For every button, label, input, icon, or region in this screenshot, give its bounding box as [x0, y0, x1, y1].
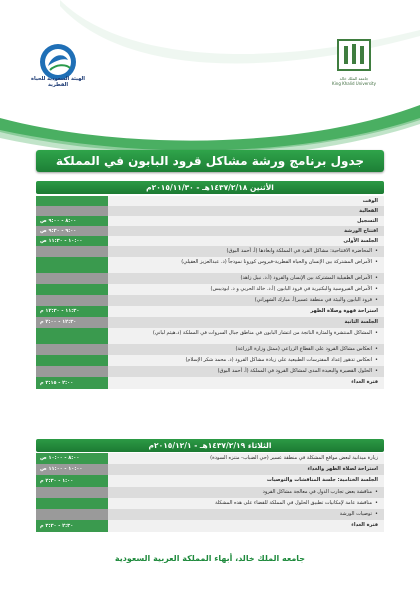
activity-text: • الأمراض الطفيلية المشتركة بين الإنسان والقرود (أ.د. نبيل زاهد)	[112, 275, 384, 281]
activity-text: الجلسة الختامية: جلسة المناقشات والتوصيات	[266, 476, 378, 483]
schedule-row	[36, 453, 384, 464]
activity-text: التسجيل	[357, 217, 378, 224]
schedule-row	[36, 377, 384, 389]
schedule-row	[36, 257, 384, 273]
time-cell	[36, 328, 108, 344]
activity-text: الجلسة الأولى	[343, 237, 378, 244]
activity-text: • الحلول القصيرة والبعيدة المدى لمشاكل القرود في المملكة (أ. أحمد البوق)	[112, 368, 384, 374]
schedule-row	[36, 295, 384, 306]
time-cell	[36, 487, 108, 498]
schedule-row	[36, 509, 384, 520]
activity-text: • توصيات الورشة	[112, 511, 384, 517]
time-cell	[36, 284, 108, 295]
time-cell	[36, 344, 108, 355]
activity-text: الفعالية	[359, 207, 378, 214]
time-cell: ٢:٣٠ - ٣:٣٠ م	[36, 520, 108, 532]
saudi-wildlife-logo-text: الهيئة السعودية للحياة الفطرية	[31, 76, 85, 88]
schedule-row	[36, 226, 384, 236]
schedule-row	[36, 206, 384, 216]
activity-text: • المحاضرة الافتتاحية: مشاكل القرد في المملكة وابعادها (أ. أحمد البوق)	[112, 248, 384, 254]
schedule-row	[36, 355, 384, 366]
activity-text: الجلسة الثانية	[344, 318, 378, 325]
time-cell: ١:٠٠ - ٢:٣٠ م	[36, 475, 108, 487]
activity-text: • قرود البابون والبيئة في منطقة عسير(أ. مبارك الشهراني)	[112, 297, 384, 303]
time-cell: ٨:٠٠ - ١٠:٠٠ ص	[36, 453, 108, 464]
king-khalid-university-text-ar: جامعة الملك خالد	[339, 76, 369, 81]
schedule-row	[36, 487, 384, 498]
activity-text: • انعكاس تدهور إعداد المفترسات الطبيعية على زيادة مشاكل القرود (د. محمد شكر الإسلام)	[112, 357, 384, 363]
schedule-row	[36, 306, 384, 317]
time-cell: ١٠:٠٠ - ١١:٣٠ ص	[36, 236, 108, 246]
time-cell	[36, 366, 108, 377]
footer-location: جامعه الملك خالد، أبهاء المملكة العربية السعودية	[114, 554, 306, 563]
schedule-row	[36, 328, 384, 344]
schedule-row	[36, 236, 384, 246]
title-banner	[36, 150, 384, 172]
schedule-row	[36, 246, 384, 257]
schedule-row	[36, 498, 384, 509]
schedule-row	[36, 344, 384, 355]
activity-text: افتتاح الورشة	[344, 227, 378, 234]
schedule-row	[36, 464, 384, 475]
activity-text: الوقت	[362, 197, 378, 204]
activity-text: • المشاكل المنتشرة والمثارة الناتجة من انتشار البابون في مناطق جبال السروات في المملكة (د.هيثم لباني)	[112, 330, 384, 336]
king-khalid-university-text-en: King Khalid University	[332, 81, 376, 86]
activity-text: • الأمراض المشتركة بين الإنسان والحياة الفطرية-فيروس كورونا نموذجاً (د. عبدالعزيز العقيلي)	[112, 259, 384, 265]
activity-text: • انعكاس مشاكل القرود على القطاع الزراعي (ممثل وزارة الزراعة)	[112, 346, 384, 352]
schedule-row	[36, 273, 384, 284]
time-cell	[36, 257, 108, 273]
time-cell	[36, 498, 108, 509]
schedule-row	[36, 475, 384, 487]
schedule-row	[36, 216, 384, 226]
time-cell: ٨:٠٠ - ٩:٠٠ ص	[36, 216, 108, 226]
schedule-row	[36, 520, 384, 532]
time-cell	[36, 273, 108, 284]
time-cell	[36, 295, 108, 306]
activity-text: فترة الغداء	[351, 378, 378, 385]
activity-text: • مناقشة عامة لإمكانيات تطبيق الحلول في المملكة للقضاء على هذه المشكلة	[112, 500, 384, 506]
time-cell: ١١:٣٠ - ١٢:٣٠ م	[36, 306, 108, 317]
time-cell	[36, 196, 108, 206]
activity-text: استراحة قهوة وصلاة الظهر	[310, 307, 378, 314]
time-cell: ٩:٠٠ - ٩:٣٠ ص	[36, 226, 108, 236]
time-cell: ١٢:٣٠ - ٢:٠٠ م	[36, 317, 108, 328]
time-cell: ١٠:٠٠ - ١١:٠٠ ص	[36, 464, 108, 475]
page-title: جدول برنامج ورشة مشاكل قرود البابون في المملكة	[55, 154, 365, 168]
time-cell	[36, 355, 108, 366]
activity-text: • مناقشة بعض تجارب الدول في معالجة مشاكل القرود	[112, 489, 384, 495]
day2-header: الثلاثاء ١٤٣٧/٢/١٩هـ - ٢٠١٥/١٢/١م	[36, 439, 384, 452]
schedule-row	[36, 196, 384, 206]
activity-text: • الأمراض الفيروسية والبكتيرية في قرود البابون (أ.د. خالد الحربي و د. ابوديبس)	[112, 286, 384, 292]
time-cell	[36, 246, 108, 257]
activity-text: زيارة ميدانية لبعض مواقع المشكلة في منطقة عسير (حي الضباب- متنزه السودة)	[210, 454, 378, 461]
schedule-row	[36, 317, 384, 328]
schedule-row	[36, 284, 384, 295]
king-khalid-university-logo	[334, 38, 374, 74]
time-cell: ٢:٠٠ - ٣:١٥ م	[36, 377, 108, 389]
activity-text: فترة الغداء	[351, 521, 378, 528]
day1-header: الأثنين ١٤٣٧/٢/١٨هـ - ٢٠١٥/١١/٣٠م	[36, 181, 384, 194]
schedule-row	[36, 366, 384, 377]
time-cell	[36, 509, 108, 520]
time-cell	[36, 206, 108, 216]
activity-text: استراحة لصلاة الظهر والغداء	[307, 465, 378, 472]
